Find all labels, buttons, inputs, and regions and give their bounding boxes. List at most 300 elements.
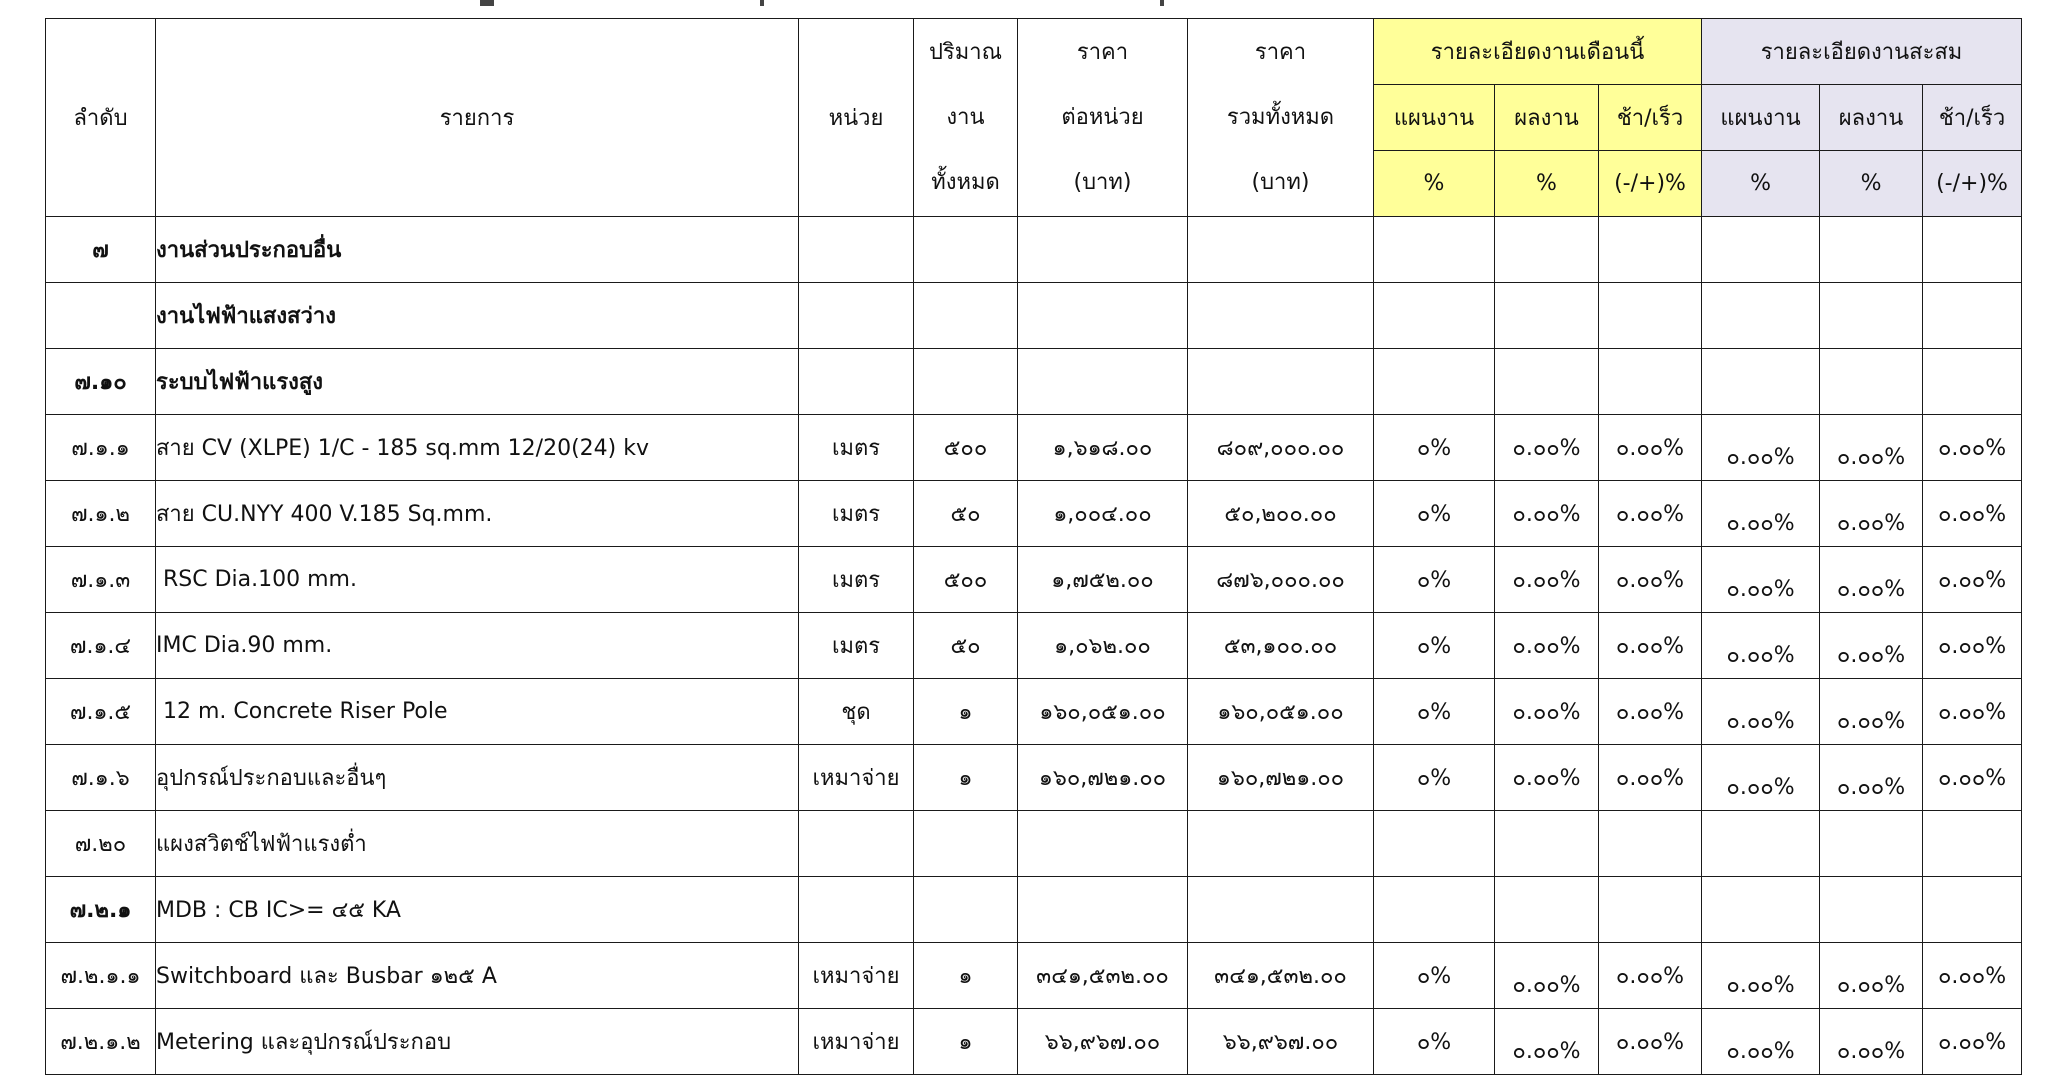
row-unit-price bbox=[1018, 613, 1188, 679]
row-unit-price bbox=[1018, 547, 1188, 613]
row-cum-diff bbox=[1923, 349, 2022, 415]
row-seq-text: ๗.๑.๓ bbox=[70, 568, 131, 593]
row-unit-price bbox=[1018, 943, 1188, 1009]
row-month-plan-text: ๐% bbox=[1416, 502, 1452, 527]
row-month-diff bbox=[1599, 613, 1702, 679]
row-item-text: สาย CU.NYY 400 V.185 Sq.mm. bbox=[156, 502, 493, 527]
row-qty bbox=[914, 943, 1018, 1009]
row-cum-diff bbox=[1923, 547, 2022, 613]
row-cum-plan bbox=[1702, 217, 1820, 283]
header-month-group: รายละเอียดงานเดือนนี้ bbox=[1374, 19, 1702, 85]
header-unit-price-line: (บาท) bbox=[1073, 170, 1132, 195]
table-row bbox=[46, 679, 2022, 745]
row-month-result-text: ๐.๐๐% bbox=[1512, 700, 1581, 725]
row-unit-text: เมตร bbox=[831, 502, 881, 527]
table-row bbox=[46, 811, 2022, 877]
row-seq bbox=[46, 217, 156, 283]
row-month-result bbox=[1495, 679, 1599, 745]
row-item-text: Metering และอุปกรณ์ประกอบ bbox=[156, 1030, 452, 1055]
row-unit bbox=[799, 877, 914, 943]
row-item-text: แผงสวิตช์ไฟฟ้าแรงต่ำ bbox=[156, 832, 367, 857]
row-cum-result-text: ๐.๐๐% bbox=[1836, 577, 1906, 602]
row-month-diff bbox=[1599, 679, 1702, 745]
row-unit bbox=[799, 679, 914, 745]
row-cum-result-text: ๐.๐๐% bbox=[1836, 973, 1906, 998]
row-unit bbox=[799, 217, 914, 283]
row-qty-text: ๑ bbox=[958, 766, 973, 791]
row-unit-price-text: ๑๖๐,๗๒๑.๐๐ bbox=[1038, 766, 1167, 791]
header-cum-result-pct: % bbox=[1820, 151, 1923, 217]
header-qty-line: ปริมาณ bbox=[928, 40, 1003, 65]
header-seq: ลำดับ bbox=[46, 19, 156, 217]
row-seq-text: ๗.๑๐ bbox=[74, 370, 127, 395]
row-total-text: ๘๗๖,๐๐๐.๐๐ bbox=[1216, 568, 1345, 593]
table-row bbox=[46, 217, 2022, 283]
row-month-diff-text: ๐.๐๐% bbox=[1615, 1030, 1685, 1055]
row-unit bbox=[799, 613, 914, 679]
table-row bbox=[46, 547, 2022, 613]
row-unit bbox=[799, 283, 914, 349]
row-seq bbox=[46, 349, 156, 415]
row-unit bbox=[799, 811, 914, 877]
row-item bbox=[156, 877, 799, 943]
row-seq-text: ๗.๑.๕ bbox=[69, 700, 132, 725]
row-cum-plan bbox=[1702, 679, 1820, 745]
row-qty-text: ๕๐ bbox=[950, 634, 981, 659]
header-total-price bbox=[1188, 19, 1374, 217]
row-unit-text: เมตร bbox=[831, 568, 881, 593]
row-total-text: ๓๔๑,๕๓๒.๐๐ bbox=[1214, 964, 1347, 989]
row-unit-price-text: ๑๖๐,๐๕๑.๐๐ bbox=[1039, 700, 1166, 725]
row-qty bbox=[914, 1009, 1018, 1075]
row-total bbox=[1188, 745, 1374, 811]
table-header bbox=[46, 19, 2022, 217]
row-cum-diff bbox=[1923, 811, 2022, 877]
table-row bbox=[46, 745, 2022, 811]
table-row bbox=[46, 613, 2022, 679]
row-item bbox=[156, 481, 799, 547]
row-month-result-text: ๐.๐๐% bbox=[1512, 766, 1581, 791]
row-month-diff bbox=[1599, 349, 1702, 415]
row-cum-result-text: ๐.๐๐% bbox=[1836, 1039, 1906, 1064]
row-cum-result bbox=[1820, 283, 1923, 349]
row-month-plan bbox=[1374, 283, 1495, 349]
row-cum-plan bbox=[1702, 1009, 1820, 1075]
row-month-plan-text: ๐% bbox=[1416, 1030, 1452, 1055]
row-seq-text: ๗.๑.๖ bbox=[71, 766, 130, 791]
row-month-diff bbox=[1599, 811, 1702, 877]
row-unit-price bbox=[1018, 811, 1188, 877]
row-month-result bbox=[1495, 943, 1599, 1009]
row-total-text: ๘๐๙,๐๐๐.๐๐ bbox=[1216, 436, 1345, 461]
table-body bbox=[46, 217, 2022, 1075]
row-qty bbox=[914, 745, 1018, 811]
row-cum-plan-text: ๐.๐๐% bbox=[1726, 973, 1795, 998]
row-month-result bbox=[1495, 1009, 1599, 1075]
header-qty-line: ทั้งหมด bbox=[931, 170, 1000, 195]
row-cum-result bbox=[1820, 547, 1923, 613]
row-cum-diff bbox=[1923, 679, 2022, 745]
row-total bbox=[1188, 877, 1374, 943]
row-item-text: งานไฟฟ้าแสงสว่าง bbox=[156, 304, 336, 329]
header-unit-price bbox=[1018, 19, 1188, 217]
row-total bbox=[1188, 811, 1374, 877]
table-row bbox=[46, 943, 2022, 1009]
row-unit bbox=[799, 349, 914, 415]
row-month-diff bbox=[1599, 481, 1702, 547]
header-cum-plan-pct: % bbox=[1702, 151, 1820, 217]
row-month-diff-text: ๐.๐๐% bbox=[1615, 502, 1685, 527]
row-item bbox=[156, 679, 799, 745]
row-seq bbox=[46, 415, 156, 481]
row-cum-result bbox=[1820, 217, 1923, 283]
row-cum-plan bbox=[1702, 283, 1820, 349]
row-unit-text: เมตร bbox=[831, 436, 881, 461]
row-qty-text: ๑ bbox=[958, 700, 973, 725]
row-unit-price-text: ๑,๐๐๔.๐๐ bbox=[1053, 502, 1152, 527]
row-month-plan-text: ๐% bbox=[1416, 436, 1452, 461]
table-row bbox=[46, 877, 2022, 943]
row-item bbox=[156, 943, 799, 1009]
row-cum-diff bbox=[1923, 943, 2022, 1009]
header-cum-result: ผลงาน bbox=[1820, 85, 1923, 151]
row-cum-diff bbox=[1923, 415, 2022, 481]
row-month-result bbox=[1495, 877, 1599, 943]
row-cum-diff bbox=[1923, 745, 2022, 811]
row-cum-result bbox=[1820, 745, 1923, 811]
row-cum-plan bbox=[1702, 349, 1820, 415]
header-month-slowfast: ช้า/เร็ว bbox=[1599, 85, 1702, 151]
row-cum-diff bbox=[1923, 217, 2022, 283]
row-qty bbox=[914, 547, 1018, 613]
row-cum-result bbox=[1820, 877, 1923, 943]
row-month-result bbox=[1495, 811, 1599, 877]
row-cum-diff bbox=[1923, 877, 2022, 943]
row-qty bbox=[914, 283, 1018, 349]
row-month-result bbox=[1495, 547, 1599, 613]
row-cum-diff bbox=[1923, 481, 2022, 547]
row-item-text: ระบบไฟฟ้าแรงสูง bbox=[156, 370, 324, 395]
row-cum-plan-text: ๐.๐๐% bbox=[1726, 643, 1795, 668]
row-month-diff-text: ๐.๐๐% bbox=[1615, 568, 1685, 593]
row-cum-result bbox=[1820, 613, 1923, 679]
header-cum-slowfast: ช้า/เร็ว bbox=[1923, 85, 2022, 151]
row-month-result-text: ๐.๐๐% bbox=[1512, 1039, 1581, 1064]
row-cum-plan-text: ๐.๐๐% bbox=[1726, 709, 1795, 734]
row-month-diff bbox=[1599, 943, 1702, 1009]
row-unit bbox=[799, 745, 914, 811]
row-month-plan-text: ๐% bbox=[1416, 766, 1452, 791]
header-unit: หน่วย bbox=[799, 19, 914, 217]
row-total bbox=[1188, 1009, 1374, 1075]
row-cum-result bbox=[1820, 811, 1923, 877]
row-seq bbox=[46, 613, 156, 679]
row-seq bbox=[46, 943, 156, 1009]
row-unit bbox=[799, 1009, 914, 1075]
row-seq-text: ๗ bbox=[92, 238, 109, 263]
row-qty bbox=[914, 349, 1018, 415]
row-unit-price bbox=[1018, 349, 1188, 415]
row-seq bbox=[46, 283, 156, 349]
row-cum-diff-text: ๐.๐๐% bbox=[1937, 502, 2007, 527]
row-unit-price-text: ๑,๐๖๒.๐๐ bbox=[1054, 634, 1151, 659]
row-item-text: อุปกรณ์ประกอบและอื่นๆ bbox=[156, 766, 387, 791]
row-unit bbox=[799, 547, 914, 613]
work-progress-table bbox=[45, 18, 2022, 1075]
row-unit-price bbox=[1018, 415, 1188, 481]
row-month-result bbox=[1495, 217, 1599, 283]
header-total-price-line: ราคา bbox=[1254, 40, 1307, 65]
row-qty bbox=[914, 481, 1018, 547]
row-month-plan-text: ๐% bbox=[1416, 700, 1452, 725]
row-month-result-text: ๐.๐๐% bbox=[1512, 436, 1581, 461]
row-unit-price bbox=[1018, 1009, 1188, 1075]
header-cum-slowfast-pct: (-/+)% bbox=[1923, 151, 2022, 217]
row-month-diff bbox=[1599, 547, 1702, 613]
row-month-diff bbox=[1599, 745, 1702, 811]
row-item bbox=[156, 745, 799, 811]
row-seq-text: ๗.๒๐ bbox=[74, 832, 127, 857]
row-month-plan bbox=[1374, 415, 1495, 481]
row-unit-text: ชุด bbox=[841, 700, 871, 725]
cropped-text-fragment bbox=[760, 0, 764, 6]
header-cum-group: รายละเอียดงานสะสม bbox=[1702, 19, 2022, 85]
header-qty bbox=[914, 19, 1018, 217]
row-unit-price-text: ๑,๗๕๒.๐๐ bbox=[1051, 568, 1154, 593]
table-row bbox=[46, 349, 2022, 415]
row-cum-diff-text: ๐.๐๐% bbox=[1937, 634, 2007, 659]
row-cum-result bbox=[1820, 679, 1923, 745]
row-cum-result-text: ๐.๐๐% bbox=[1836, 775, 1906, 800]
table-row bbox=[46, 1009, 2022, 1075]
cropped-text-fragment bbox=[1160, 0, 1164, 6]
row-qty bbox=[914, 217, 1018, 283]
row-cum-diff-text: ๐.๐๐% bbox=[1937, 436, 2007, 461]
row-month-plan bbox=[1374, 613, 1495, 679]
row-item-text: Switchboard และ Busbar ๑๒๕ A bbox=[156, 964, 497, 989]
row-month-plan bbox=[1374, 943, 1495, 1009]
row-cum-plan bbox=[1702, 943, 1820, 1009]
table-row bbox=[46, 415, 2022, 481]
row-unit-text: เหมาจ่าย bbox=[812, 964, 900, 989]
row-cum-plan bbox=[1702, 547, 1820, 613]
row-item-text: IMC Dia.90 mm. bbox=[156, 633, 333, 658]
row-total bbox=[1188, 481, 1374, 547]
row-month-result bbox=[1495, 283, 1599, 349]
row-month-plan-text: ๐% bbox=[1416, 568, 1452, 593]
row-seq-text: ๗.๑.๑ bbox=[71, 436, 130, 461]
row-month-diff bbox=[1599, 283, 1702, 349]
row-item bbox=[156, 547, 799, 613]
row-item-text: งานส่วนประกอบอื่น bbox=[156, 238, 342, 263]
row-qty bbox=[914, 679, 1018, 745]
row-item-text: สาย CV (XLPE) 1/C - 185 sq.mm 12/20(24) kv bbox=[156, 436, 649, 461]
row-cum-diff-text: ๐.๐๐% bbox=[1937, 700, 2007, 725]
header-month-plan-pct: % bbox=[1374, 151, 1495, 217]
row-qty bbox=[914, 877, 1018, 943]
row-month-diff-text: ๐.๐๐% bbox=[1615, 964, 1685, 989]
row-total bbox=[1188, 943, 1374, 1009]
row-month-plan bbox=[1374, 481, 1495, 547]
row-month-result bbox=[1495, 613, 1599, 679]
row-unit-text: เหมาจ่าย bbox=[812, 766, 900, 791]
row-seq-text: ๗.๑.๒ bbox=[71, 502, 130, 527]
row-seq-text: ๗.๒.๑.๑ bbox=[60, 964, 141, 989]
row-month-plan-text: ๐% bbox=[1416, 964, 1452, 989]
row-qty-text: ๕๐๐ bbox=[943, 568, 988, 593]
header-month-result: ผลงาน bbox=[1495, 85, 1599, 151]
row-month-plan bbox=[1374, 547, 1495, 613]
cropped-text-fragment bbox=[480, 0, 494, 6]
row-total-text: ๑๖๐,๐๕๑.๐๐ bbox=[1217, 700, 1344, 725]
row-month-result bbox=[1495, 415, 1599, 481]
row-seq bbox=[46, 811, 156, 877]
header-month-result-pct: % bbox=[1495, 151, 1599, 217]
row-cum-diff-text: ๐.๐๐% bbox=[1937, 1030, 2007, 1055]
row-seq bbox=[46, 481, 156, 547]
row-cum-result-text: ๐.๐๐% bbox=[1836, 643, 1906, 668]
row-cum-diff-text: ๐.๐๐% bbox=[1937, 964, 2007, 989]
row-cum-plan bbox=[1702, 877, 1820, 943]
row-cum-diff-text: ๐.๐๐% bbox=[1937, 568, 2007, 593]
row-unit-price bbox=[1018, 481, 1188, 547]
row-month-diff bbox=[1599, 217, 1702, 283]
row-cum-diff bbox=[1923, 283, 2022, 349]
row-cum-plan-text: ๐.๐๐% bbox=[1726, 511, 1795, 536]
row-month-diff bbox=[1599, 1009, 1702, 1075]
row-month-result-text: ๐.๐๐% bbox=[1512, 568, 1581, 593]
row-cum-diff bbox=[1923, 613, 2022, 679]
row-seq-text: ๗.๒.๑ bbox=[69, 898, 132, 923]
row-cum-diff-text: ๐.๐๐% bbox=[1937, 766, 2007, 791]
row-total-text: ๖๖,๙๖๗.๐๐ bbox=[1222, 1030, 1339, 1055]
row-cum-diff bbox=[1923, 1009, 2022, 1075]
header-item: รายการ bbox=[156, 19, 799, 217]
row-item bbox=[156, 415, 799, 481]
row-cum-result bbox=[1820, 943, 1923, 1009]
header-unit-price-line: ต่อหน่วย bbox=[1061, 105, 1144, 130]
row-cum-plan-text: ๐.๐๐% bbox=[1726, 577, 1795, 602]
row-seq bbox=[46, 547, 156, 613]
row-total bbox=[1188, 415, 1374, 481]
row-cum-plan bbox=[1702, 811, 1820, 877]
row-month-diff-text: ๐.๐๐% bbox=[1615, 700, 1685, 725]
table-row bbox=[46, 481, 2022, 547]
header-total-price-line: รวมทั้งหมด bbox=[1226, 105, 1335, 130]
row-month-result bbox=[1495, 481, 1599, 547]
row-qty-text: ๕๐ bbox=[950, 502, 981, 527]
row-item-text: 12 m. Concrete Riser Pole bbox=[156, 699, 448, 724]
row-seq bbox=[46, 1009, 156, 1075]
row-total bbox=[1188, 283, 1374, 349]
row-unit-price bbox=[1018, 283, 1188, 349]
row-month-plan bbox=[1374, 679, 1495, 745]
row-month-diff-text: ๐.๐๐% bbox=[1615, 634, 1685, 659]
row-month-plan bbox=[1374, 349, 1495, 415]
row-cum-plan bbox=[1702, 613, 1820, 679]
row-total-text: ๕๓,๑๐๐.๐๐ bbox=[1223, 634, 1338, 659]
row-cum-result-text: ๐.๐๐% bbox=[1836, 445, 1906, 470]
row-month-plan-text: ๐% bbox=[1416, 634, 1452, 659]
row-qty-text: ๑ bbox=[958, 1030, 973, 1055]
row-month-diff-text: ๐.๐๐% bbox=[1615, 436, 1685, 461]
table-row bbox=[46, 283, 2022, 349]
header-month-plan: แผนงาน bbox=[1374, 85, 1495, 151]
row-cum-plan-text: ๐.๐๐% bbox=[1726, 1039, 1795, 1064]
row-unit-price bbox=[1018, 745, 1188, 811]
row-total bbox=[1188, 349, 1374, 415]
row-month-diff bbox=[1599, 877, 1702, 943]
row-unit bbox=[799, 481, 914, 547]
row-unit-price-text: ๓๔๑,๕๓๒.๐๐ bbox=[1036, 964, 1169, 989]
row-total-text: ๕๐,๒๐๐.๐๐ bbox=[1224, 502, 1337, 527]
row-cum-result-text: ๐.๐๐% bbox=[1836, 511, 1906, 536]
row-month-result-text: ๐.๐๐% bbox=[1512, 634, 1581, 659]
row-qty bbox=[914, 415, 1018, 481]
row-total bbox=[1188, 217, 1374, 283]
row-unit-price bbox=[1018, 217, 1188, 283]
row-total-text: ๑๖๐,๗๒๑.๐๐ bbox=[1216, 766, 1345, 791]
row-unit-text: เหมาจ่าย bbox=[812, 1030, 900, 1055]
row-cum-result bbox=[1820, 481, 1923, 547]
row-cum-plan-text: ๐.๐๐% bbox=[1726, 445, 1795, 470]
header-qty-line: งาน bbox=[946, 105, 985, 130]
row-unit-text: เมตร bbox=[831, 634, 881, 659]
row-cum-plan bbox=[1702, 745, 1820, 811]
row-seq bbox=[46, 877, 156, 943]
row-unit-price bbox=[1018, 679, 1188, 745]
row-item bbox=[156, 1009, 799, 1075]
row-cum-plan-text: ๐.๐๐% bbox=[1726, 775, 1795, 800]
row-total bbox=[1188, 613, 1374, 679]
row-qty bbox=[914, 613, 1018, 679]
row-month-plan bbox=[1374, 811, 1495, 877]
row-qty bbox=[914, 811, 1018, 877]
row-month-diff-text: ๐.๐๐% bbox=[1615, 766, 1685, 791]
row-cum-result bbox=[1820, 349, 1923, 415]
row-month-plan bbox=[1374, 1009, 1495, 1075]
row-month-result-text: ๐.๐๐% bbox=[1512, 973, 1581, 998]
row-month-plan bbox=[1374, 877, 1495, 943]
row-month-result bbox=[1495, 349, 1599, 415]
row-total bbox=[1188, 679, 1374, 745]
row-item-text: RSC Dia.100 mm. bbox=[156, 567, 357, 592]
row-item bbox=[156, 349, 799, 415]
row-unit-price-text: ๑,๖๑๘.๐๐ bbox=[1052, 436, 1153, 461]
row-month-diff bbox=[1599, 415, 1702, 481]
row-cum-plan bbox=[1702, 415, 1820, 481]
row-item bbox=[156, 217, 799, 283]
row-month-result-text: ๐.๐๐% bbox=[1512, 502, 1581, 527]
row-item bbox=[156, 283, 799, 349]
row-unit-price-text: ๖๖,๙๖๗.๐๐ bbox=[1044, 1030, 1161, 1055]
row-item-text: MDB : CB IC>= ๔๕ KA bbox=[156, 898, 401, 923]
row-seq-text: ๗.๒.๑.๒ bbox=[60, 1030, 141, 1055]
row-qty-text: ๑ bbox=[958, 964, 973, 989]
row-cum-plan bbox=[1702, 481, 1820, 547]
row-item bbox=[156, 613, 799, 679]
row-unit bbox=[799, 943, 914, 1009]
header-month-slowfast-pct: (-/+)% bbox=[1599, 151, 1702, 217]
row-qty-text: ๕๐๐ bbox=[943, 436, 988, 461]
row-unit-price bbox=[1018, 877, 1188, 943]
header-unit-price-line: ราคา bbox=[1076, 40, 1129, 65]
row-total bbox=[1188, 547, 1374, 613]
row-cum-result bbox=[1820, 415, 1923, 481]
row-month-plan bbox=[1374, 217, 1495, 283]
row-item bbox=[156, 811, 799, 877]
row-seq bbox=[46, 745, 156, 811]
